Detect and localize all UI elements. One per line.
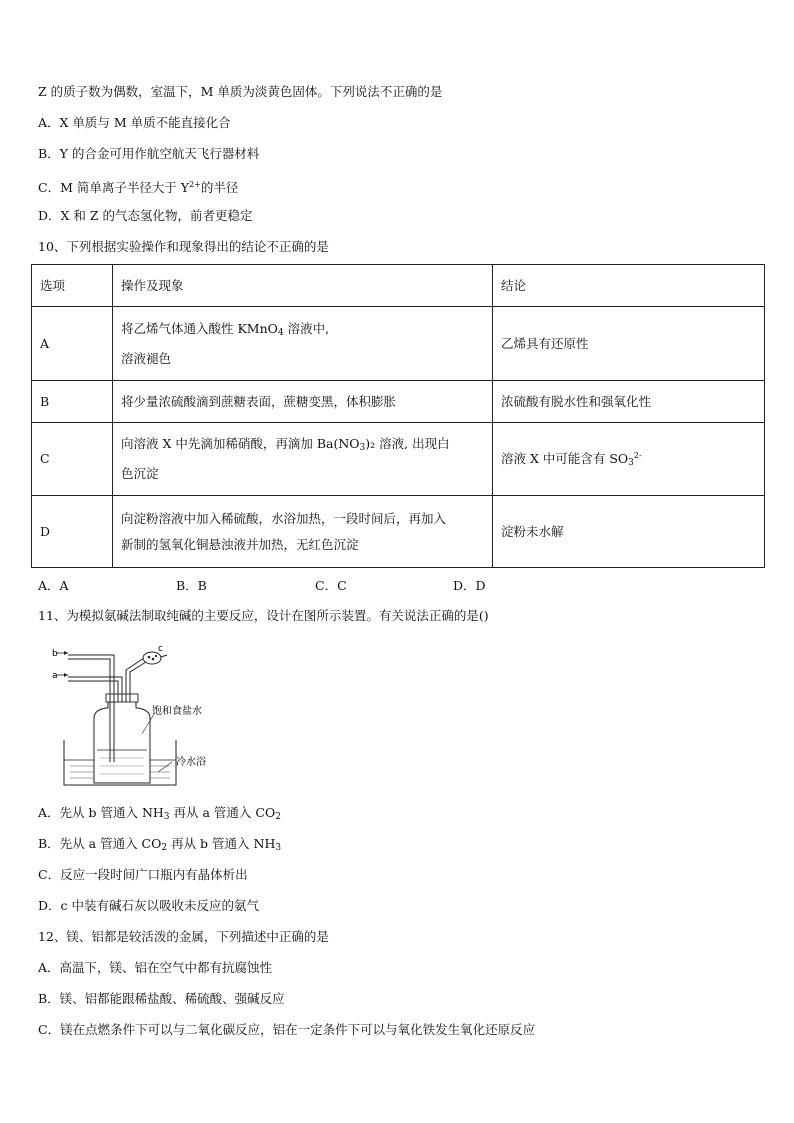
label-c: c: [158, 644, 163, 654]
label-a: a: [52, 671, 58, 681]
q11-option-b: B．先从 a 管通入 $CO_2$ 再从 b 管通入 $NH_3$: [38, 836, 282, 853]
header-operation: 操作及现象: [113, 265, 493, 307]
row-a-operation: 将乙烯气体通入酸性 KMnO$_4$ 溶液中, 溶液褪色: [113, 307, 493, 381]
q10-table: [31, 264, 765, 568]
q10-choices: [38, 576, 538, 594]
q10-choice-d: D．D: [453, 578, 486, 593]
row-c-operation: 向溶液 X 中先滴加稀硝酸，再滴加 $Ba(NO_3)_2$ 溶液, 出现白 色沉淀: [113, 423, 493, 496]
q12-option-c: C．镁在点燃条件下可以与二氧化碳反应，铝在一定条件下可以与氧化铁发生氧化还原反应: [38, 1022, 536, 1037]
table-row-d: [32, 496, 765, 568]
q11-option-c: C．反应一段时间广口瓶内有晶体析出: [38, 867, 248, 882]
label-brine: 饱和食盐水: [152, 706, 202, 717]
table-row-c: [32, 423, 765, 496]
row-c-option: C: [32, 423, 113, 496]
q12-option-b: B．镁、铝都能跟稀盐酸、稀硫酸、强碱反应: [38, 991, 285, 1006]
row-d-operation: 向淀粉溶液中加入稀硫酸，水浴加热，一段时间后，再加入 新制的氢氧化铜悬浊液并加热，无红色沉淀: [113, 496, 493, 568]
q10-choice-b: B．B: [176, 578, 207, 593]
q10-stem: 10、下列根据实验操作和现象得出的结论不正确的是: [38, 239, 329, 254]
table-row-b: [32, 381, 765, 423]
q9-option-c: C．M 简单离子半径大于 $Y^{2+}$的半径: [38, 180, 239, 195]
apparatus-diagram: [48, 644, 228, 786]
q10-choice-c: C．C: [315, 578, 347, 593]
q11-option-d: D．c 中装有碱石灰以吸收未反应的氨气: [38, 898, 259, 913]
q9-option-b: B．Y 的合金可用作航空航天飞行器材料: [38, 146, 260, 161]
row-b-operation: 将少量浓硫酸滴到蔗糖表面，蔗糖变黑，体积膨胀: [113, 381, 493, 423]
table-header-row: [32, 265, 765, 307]
q10-choice-a: A．A: [38, 578, 69, 593]
row-d-conclusion: 淀粉未水解: [493, 496, 765, 568]
table-row-a: [32, 307, 765, 381]
q12-option-a: A．高温下，镁、铝在空气中都有抗腐蚀性: [38, 960, 273, 975]
q12-stem: 12、镁、铝都是较活泼的金属，下列描述中正确的是: [38, 929, 329, 944]
q11-option-a: A．先从 b 管通入 $NH_3$ 再从 a 管通入 $CO_2$: [38, 805, 281, 822]
q9-stem-tail: Z 的质子数为偶数，室温下，M 单质为淡黄色固体。下列说法不正确的是: [38, 84, 443, 99]
row-b-option: B: [32, 381, 113, 423]
label-cold-bath: 冷水浴: [176, 757, 206, 768]
row-b-conclusion: 浓硫酸有脱水性和强氧化性: [493, 381, 765, 423]
row-d-option: D: [32, 496, 113, 568]
q9-option-d: D．X 和 Z 的气态氢化物，前者更稳定: [38, 208, 253, 223]
header-conclusion: 结论: [493, 265, 765, 307]
row-c-conclusion: 溶液 X 中可能含有 $SO_3^{2-}$: [493, 423, 765, 496]
q9-option-a: A．X 单质与 M 单质不能直接化合: [38, 115, 231, 130]
q11-stem: 11、为模拟氨碱法制取纯碱的主要反应，设计在图所示装置。有关说法正确的是(): [38, 608, 489, 623]
label-b: b: [52, 649, 58, 659]
header-option: 选项: [32, 265, 113, 307]
row-a-option: A: [32, 307, 113, 381]
row-a-conclusion: 乙烯具有还原性: [493, 307, 765, 381]
